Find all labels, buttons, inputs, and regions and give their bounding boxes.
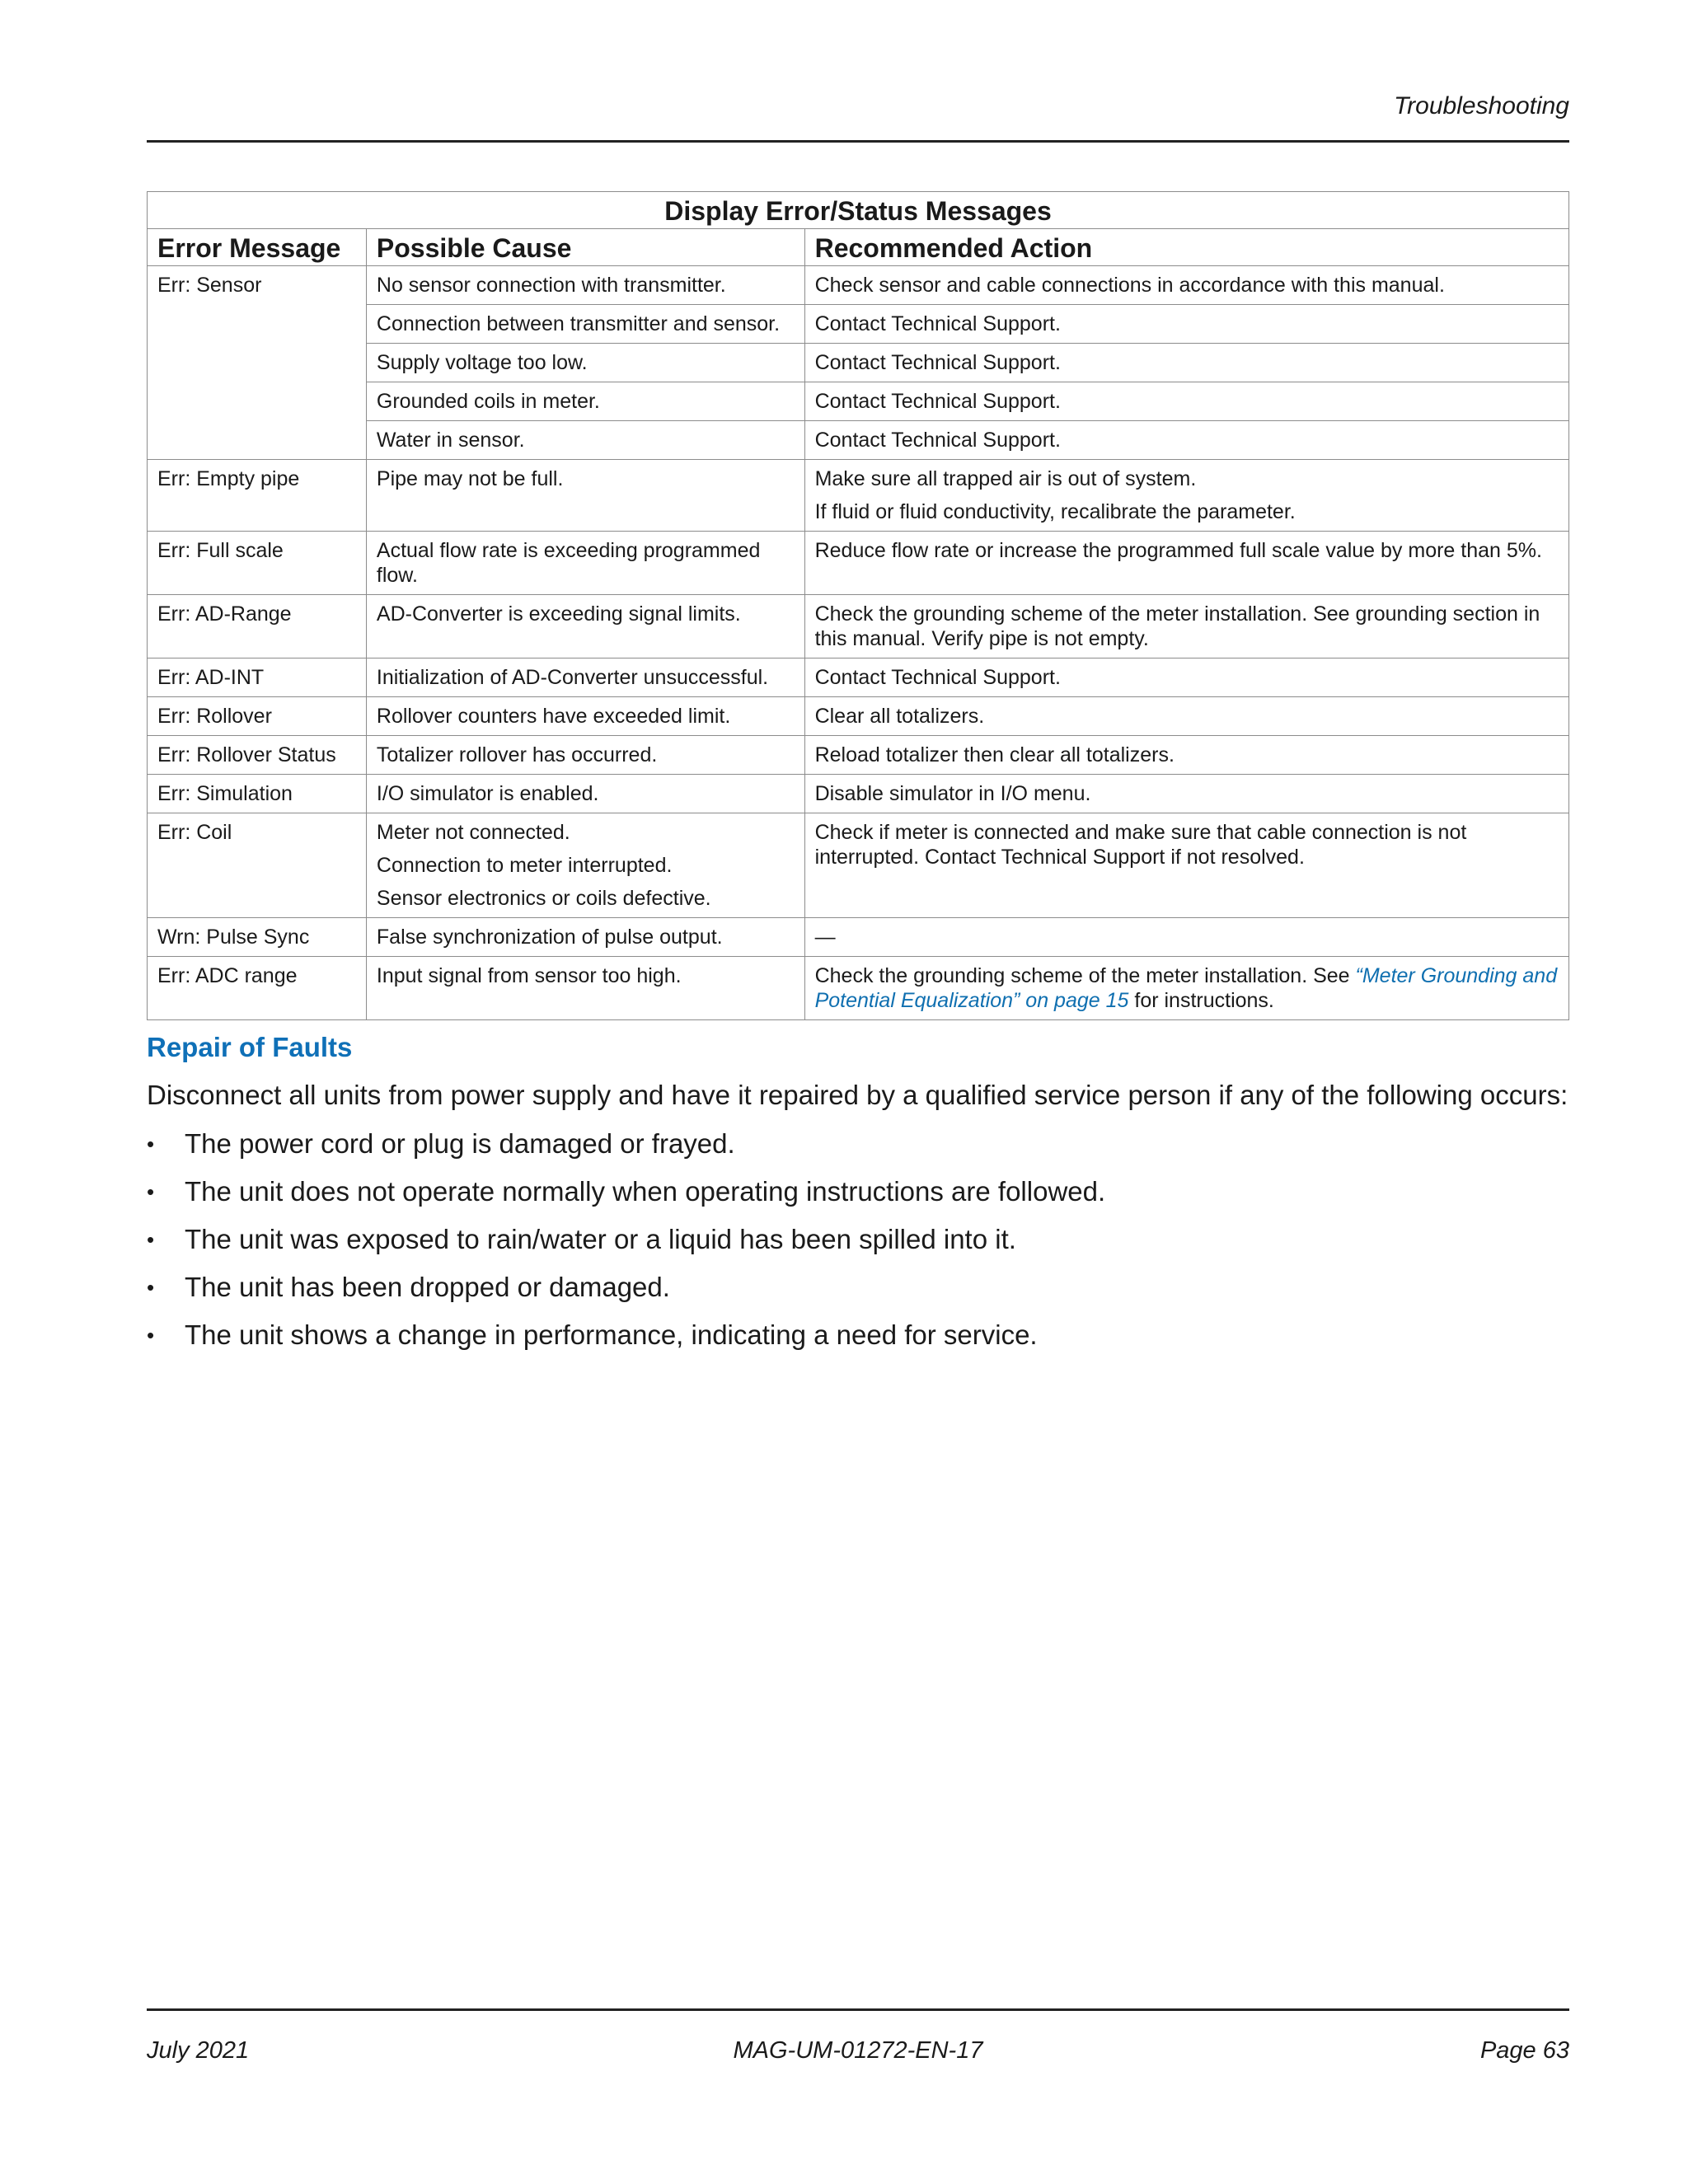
error-message-cell: Err: ADC range bbox=[148, 957, 367, 1020]
section-intro: Disconnect all units from power supply and have it repaired by a qualified service person if any of the following occurs: bbox=[147, 1080, 1568, 1110]
bullet-icon: • bbox=[147, 1179, 155, 1204]
list-item bbox=[147, 1175, 1569, 1208]
cause-line: No sensor connection with transmitter. bbox=[376, 274, 726, 297]
bullet-list bbox=[147, 1127, 1569, 1352]
table-row bbox=[148, 813, 1569, 918]
recommended-action-cell bbox=[804, 460, 1568, 532]
action-line: Check if meter is connected and make sure that cable connection is not interrupted. Contact Technical Support if not resolved. bbox=[814, 821, 1467, 869]
list-item bbox=[147, 1271, 1569, 1304]
footer-page-number: Page 63 bbox=[1479, 2037, 1569, 2064]
table-row bbox=[148, 957, 1569, 1020]
error-message-cell: Err: Coil bbox=[148, 813, 367, 918]
column-header-error-message: Error Message bbox=[148, 229, 367, 266]
possible-cause-cell bbox=[366, 658, 804, 697]
table-caption-row bbox=[148, 192, 1569, 229]
recommended-action-cell bbox=[804, 421, 1568, 460]
table-row bbox=[148, 736, 1569, 775]
cause-line: Initialization of AD-Converter unsuccessful. bbox=[376, 666, 769, 689]
recommended-action-cell bbox=[804, 344, 1568, 382]
error-message-cell: Err: Full scale bbox=[148, 532, 367, 595]
action-line: Contact Technical Support. bbox=[814, 351, 1061, 374]
action-line: If fluid or fluid conductivity, recalibrate the parameter. bbox=[814, 500, 1296, 523]
error-message-cell: Err: AD-INT bbox=[148, 658, 367, 697]
cause-line: Sensor electronics or coils defective. bbox=[376, 887, 711, 910]
table-body bbox=[148, 266, 1569, 957]
footer-rule bbox=[147, 2008, 1569, 2011]
header-rule bbox=[147, 140, 1569, 143]
running-header: Troubleshooting bbox=[1394, 92, 1569, 120]
table-row bbox=[148, 595, 1569, 658]
error-message-cell: Err: Empty pipe bbox=[148, 460, 367, 532]
table-row bbox=[148, 775, 1569, 813]
cause-line: AD-Converter is exceeding signal limits. bbox=[376, 602, 741, 626]
action-line: Contact Technical Support. bbox=[814, 429, 1061, 452]
action-line: — bbox=[814, 926, 836, 949]
action-line: Contact Technical Support. bbox=[814, 390, 1061, 413]
list-item-text: The unit does not operate normally when operating instructions are followed. bbox=[185, 1176, 1106, 1207]
recommended-action-cell bbox=[804, 957, 1568, 1020]
recommended-action-cell bbox=[804, 775, 1568, 813]
bullet-icon: • bbox=[147, 1275, 155, 1300]
list-item-text: The unit was exposed to rain/water or a liquid has been spilled into it. bbox=[185, 1224, 1016, 1254]
cause-line: Connection between transmitter and sensor. bbox=[376, 312, 781, 335]
possible-cause-cell bbox=[366, 344, 804, 382]
error-message-cell: Wrn: Pulse Sync bbox=[148, 918, 367, 957]
error-message-cell: Err: Simulation bbox=[148, 775, 367, 813]
list-item-text: The unit shows a change in performance, indicating a need for service. bbox=[185, 1319, 1038, 1350]
list-item bbox=[147, 1127, 1569, 1160]
cause-line: Rollover counters have exceeded limit. bbox=[376, 705, 731, 728]
cause-line: Actual flow rate is exceeding programmed flow. bbox=[376, 539, 761, 587]
action-line: Contact Technical Support. bbox=[814, 666, 1061, 689]
recommended-action-cell bbox=[804, 532, 1568, 595]
possible-cause-cell bbox=[366, 918, 804, 957]
cause-line: Connection to meter interrupted. bbox=[376, 854, 673, 877]
cause-line: Pipe may not be full. bbox=[376, 467, 564, 490]
table-row bbox=[148, 918, 1569, 957]
cause-line: False synchronization of pulse output. bbox=[376, 926, 723, 949]
recommended-action-cell bbox=[804, 918, 1568, 957]
recommended-action-cell bbox=[804, 595, 1568, 658]
bullet-icon: • bbox=[147, 1227, 155, 1252]
error-message-cell: Err: Sensor bbox=[148, 266, 367, 460]
list-item bbox=[147, 1223, 1569, 1256]
footer-doc-id: MAG-UM-01272-EN-17 bbox=[733, 2037, 983, 2064]
action-line: Reload totalizer then clear all totalizers. bbox=[814, 743, 1175, 766]
action-line: Clear all totalizers. bbox=[814, 705, 985, 728]
action-line: Reduce flow rate or increase the programmed full scale value by more than 5%. bbox=[814, 539, 1542, 562]
recommended-action-cell bbox=[804, 658, 1568, 697]
table-row bbox=[148, 266, 1569, 305]
list-item-text: The unit has been dropped or damaged. bbox=[185, 1272, 670, 1302]
error-message-cell: Err: Rollover Status bbox=[148, 736, 367, 775]
recommended-action-cell bbox=[804, 736, 1568, 775]
list-item bbox=[147, 1319, 1569, 1352]
possible-cause-cell bbox=[366, 266, 804, 305]
table-row bbox=[148, 532, 1569, 595]
list-item-text: The power cord or plug is damaged or frayed. bbox=[185, 1128, 735, 1159]
footer-date: July 2021 bbox=[147, 2037, 250, 2064]
error-status-table bbox=[147, 191, 1569, 1020]
table-row bbox=[148, 697, 1569, 736]
table-row bbox=[148, 460, 1569, 532]
recommended-action-cell bbox=[804, 813, 1568, 918]
cause-line: Water in sensor. bbox=[376, 429, 525, 452]
possible-cause-cell bbox=[366, 813, 804, 918]
possible-cause-cell bbox=[366, 305, 804, 344]
recommended-action-cell bbox=[804, 382, 1568, 421]
cause-line: Totalizer rollover has occurred. bbox=[376, 743, 658, 766]
column-header-possible-cause: Possible Cause bbox=[366, 229, 804, 266]
repair-of-faults-section bbox=[147, 1032, 1569, 1366]
possible-cause-cell bbox=[366, 697, 804, 736]
possible-cause-cell bbox=[366, 421, 804, 460]
possible-cause-cell bbox=[366, 775, 804, 813]
action-line: Disable simulator in I/O menu. bbox=[814, 782, 1091, 805]
bullet-icon: • bbox=[147, 1132, 155, 1156]
recommended-action-cell bbox=[804, 305, 1568, 344]
section-heading: Repair of Faults bbox=[147, 1032, 353, 1062]
table-header-row bbox=[148, 229, 1569, 266]
action-line: Check the grounding scheme of the meter installation. See grounding section in this manual. Verify pipe is not empty. bbox=[814, 602, 1540, 650]
recommended-action-cell bbox=[804, 266, 1568, 305]
possible-cause-cell: Input signal from sensor too high. bbox=[366, 957, 804, 1020]
cross-reference-link[interactable]: “Meter Grounding and Potential Equalization” on page 15 bbox=[814, 964, 1558, 1012]
possible-cause-cell bbox=[366, 460, 804, 532]
action-line: Check sensor and cable connections in accordance with this manual. bbox=[814, 274, 1445, 297]
cause-line: Grounded coils in meter. bbox=[376, 390, 600, 413]
table-row bbox=[148, 658, 1569, 697]
bullet-icon: • bbox=[147, 1323, 155, 1347]
action-line: Contact Technical Support. bbox=[814, 312, 1061, 335]
column-header-recommended-action: Recommended Action bbox=[804, 229, 1568, 266]
action-line: Make sure all trapped air is out of system. bbox=[814, 467, 1197, 490]
possible-cause-cell bbox=[366, 382, 804, 421]
error-message-cell: Err: Rollover bbox=[148, 697, 367, 736]
table-caption: Display Error/Status Messages bbox=[148, 192, 1569, 229]
cause-line: I/O simulator is enabled. bbox=[376, 782, 599, 805]
action-text-suffix: for instructions. bbox=[1128, 989, 1274, 1012]
possible-cause-cell bbox=[366, 532, 804, 595]
possible-cause-cell bbox=[366, 595, 804, 658]
cause-line: Supply voltage too low. bbox=[376, 351, 588, 374]
possible-cause-cell bbox=[366, 736, 804, 775]
cause-line: Meter not connected. bbox=[376, 821, 570, 844]
error-message-cell: Err: AD-Range bbox=[148, 595, 367, 658]
recommended-action-cell bbox=[804, 697, 1568, 736]
action-text: Check the grounding scheme of the meter installation. See bbox=[814, 964, 1356, 987]
